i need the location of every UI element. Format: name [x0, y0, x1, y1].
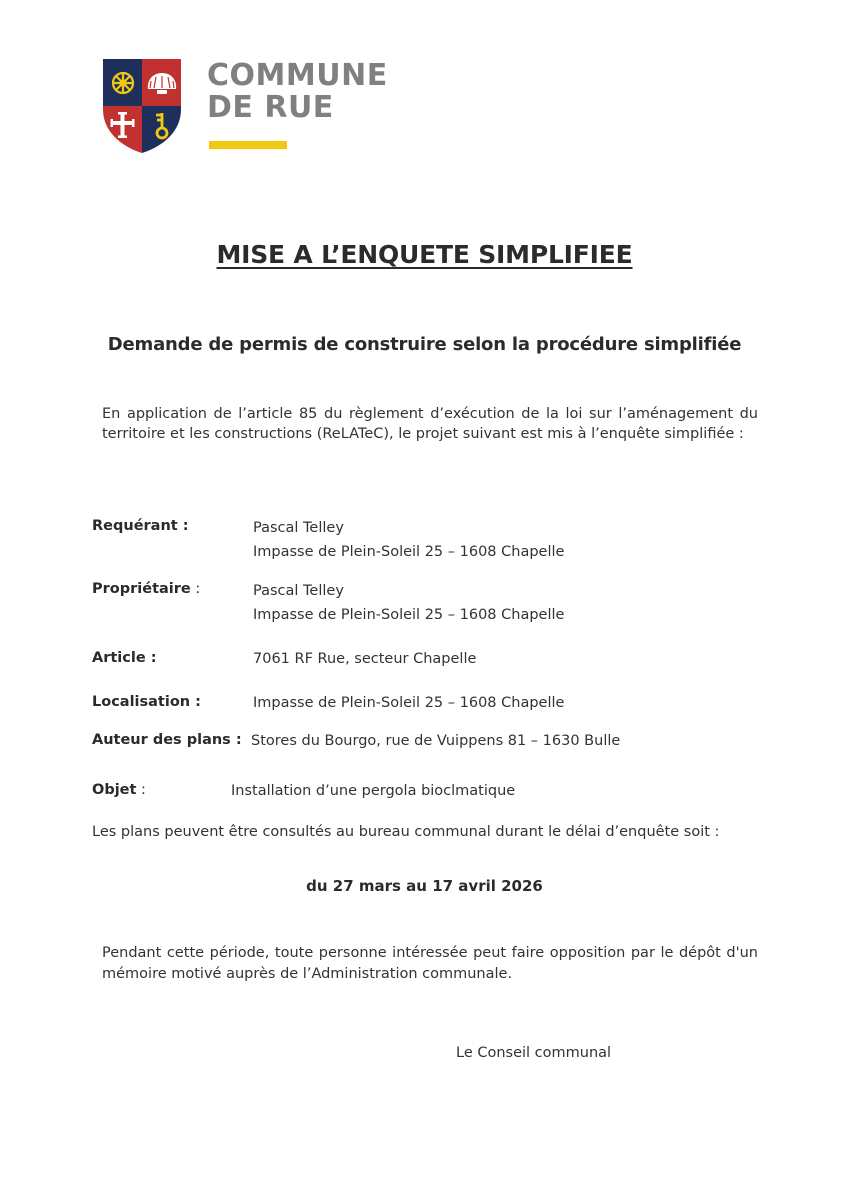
proprietaire-name: Pascal Telley	[253, 583, 344, 599]
commune-coat-of-arms-icon	[101, 57, 183, 155]
auteur-label: Auteur des plans :	[92, 732, 242, 748]
objet-value: Installation d’une pergola bioclmatique	[231, 783, 516, 799]
intro-paragraph: En application de l’article 85 du règlement d’exécution de la loi sur l’aménagement du territoire et les constructions (ReLATeC), le projet suivant est mis à l’enquête simplifiée :	[102, 406, 758, 442]
signature: Le Conseil communal	[456, 1045, 612, 1061]
auteur-value: Stores du Bourgo, rue de Vuippens 81 – 1630 Bulle	[251, 733, 621, 749]
proprietaire-value	[253, 579, 564, 627]
objet-label: Objet :	[92, 782, 146, 798]
commune-name-line1: COMMUNE	[207, 58, 388, 93]
document-subtitle: Demande de permis de construire selon la procédure simplifiée	[107, 334, 742, 355]
commune-name	[207, 60, 388, 124]
article-value: 7061 RF Rue, secteur Chapelle	[253, 651, 477, 667]
commune-name-line2: DE RUE	[207, 90, 334, 125]
requerant-value	[253, 516, 564, 564]
brand-accent-bar	[209, 141, 287, 149]
requerant-address: Impasse de Plein-Soleil 25 – 1608 Chapelle	[253, 544, 565, 560]
proprietaire-label: Propriétaire :	[92, 581, 201, 597]
consultation-text: Les plans peuvent être consultés au bureau communal durant le délai d’enquête soit :	[92, 824, 720, 840]
article-label: Article :	[92, 650, 157, 666]
proprietaire-address: Impasse de Plein-Soleil 25 – 1608 Chapelle	[253, 607, 565, 623]
enquete-period: du 27 mars au 17 avril 2026	[306, 877, 543, 895]
localisation-label: Localisation :	[92, 694, 201, 710]
opposition-paragraph: Pendant cette période, toute personne intéressée peut faire opposition par le dépôt d'un mémoire motivé auprès de l’Administration communale.	[102, 945, 758, 982]
localisation-value: Impasse de Plein-Soleil 25 – 1608 Chapelle	[253, 695, 565, 711]
document-title: MISE A L’ENQUETE SIMPLIFIEE	[216, 240, 633, 269]
requerant-name: Pascal Telley	[253, 520, 344, 536]
requerant-label: Requérant :	[92, 518, 189, 534]
